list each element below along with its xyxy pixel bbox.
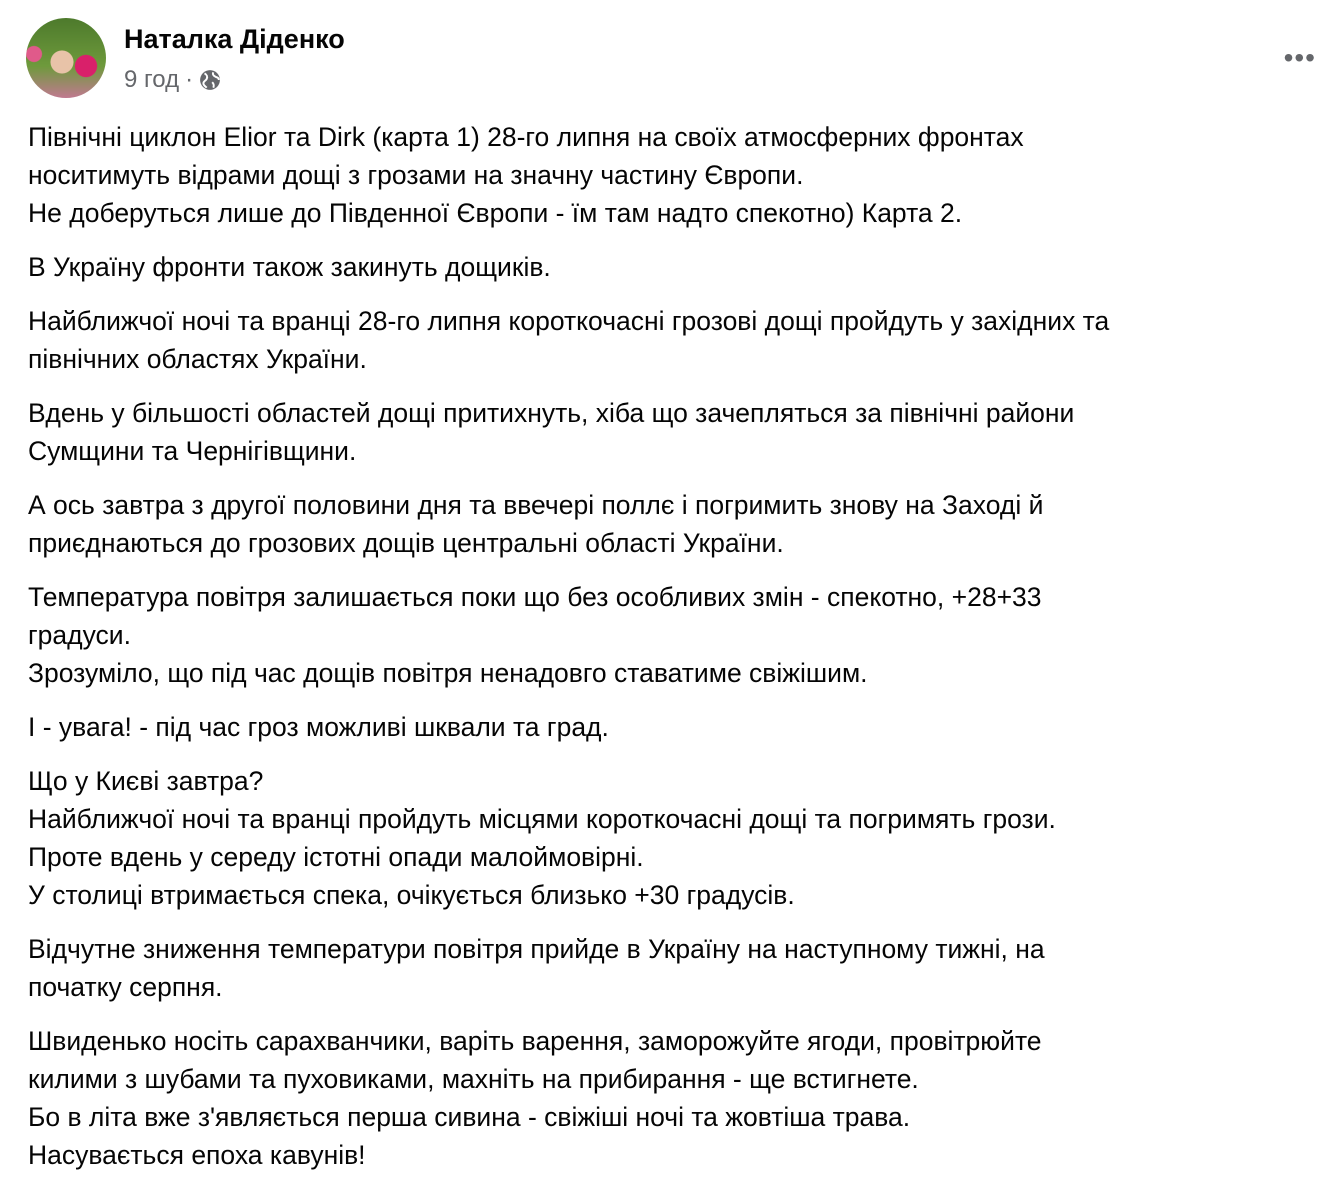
post-header <box>26 18 1316 102</box>
meta-separator: · <box>185 66 194 93</box>
text-line: Найближчої ночі та вранці 28-го липня короткочасні грозові дощі пройдуть у західних та <box>28 306 1110 336</box>
globe-icon <box>199 69 221 91</box>
text-line: Проте вдень у середу істотні опади малоймовірні. <box>28 842 644 872</box>
text-line: приєднаються до грозових дощів центральні області України. <box>28 528 784 558</box>
text-line: північних областях України. <box>28 344 367 374</box>
post-paragraph <box>28 1022 1328 1174</box>
text-line: килими з шубами та пуховиками, махніть на прибирання - ще встигнете. <box>28 1064 919 1094</box>
post-time[interactable]: 9 год <box>124 66 180 93</box>
text-line: В Україну фронти також закинуть дощиків. <box>28 252 551 282</box>
post-paragraph <box>28 762 1328 914</box>
post-paragraph <box>28 302 1328 378</box>
text-line: Зрозуміло, що під час дощів повітря ненадовго ставатиме свіжішим. <box>28 658 868 688</box>
text-line: градуси. <box>28 620 131 650</box>
text-line: Не доберуться лише до Південної Європи - їм там надто спекотно) Карта 2. <box>28 198 963 228</box>
post-paragraph <box>28 248 1328 286</box>
post-paragraph <box>28 486 1328 562</box>
text-line: Бо в літа вже з'являється перша сивина - свіжіші ночі та жовтіша трава. <box>28 1102 911 1132</box>
post-meta <box>124 66 221 94</box>
text-line: носитимуть відрами дощі з грозами на значну частину Європи. <box>28 160 804 190</box>
text-line: Північні циклон Elior та Dirk (карта 1) 28-го липня на своїх атмосферних фронтах <box>28 122 1024 152</box>
text-line: початку серпня. <box>28 972 223 1002</box>
text-line: Швиденько носіть сарахванчики, варіть варення, заморожуйте ягоди, провітрюйте <box>28 1026 1042 1056</box>
text-line: А ось завтра з другої половини дня та ввечері поллє і погримить знову на Заході й <box>28 490 1044 520</box>
post-paragraph <box>28 394 1328 470</box>
more-options-button[interactable]: ••• <box>1283 42 1316 73</box>
text-line: Що у Києві завтра? <box>28 766 264 796</box>
post-paragraph <box>28 578 1328 692</box>
text-line: І - увага! - під час гроз можливі шквали та град. <box>28 712 609 742</box>
author-name[interactable]: Наталка Діденко <box>124 24 345 54</box>
post-paragraph <box>28 708 1328 746</box>
post-paragraph <box>28 118 1328 232</box>
text-line: Температура повітря залишається поки що без особливих змін - спекотно, +28+33 <box>28 582 1042 612</box>
author-avatar[interactable] <box>26 18 106 98</box>
text-line: Вдень у більшості областей дощі притихнуть, хіба що зачепляться за північні райони <box>28 398 1075 428</box>
text-line: Насувається епоха кавунів! <box>28 1140 366 1170</box>
text-line: У столиці втримається спека, очікується близько +30 градусів. <box>28 880 795 910</box>
post-paragraph <box>28 930 1328 1006</box>
post-text <box>28 118 1328 1190</box>
text-line: Найближчої ночі та вранці пройдуть місцями короткочасні дощі та погримять грози. <box>28 804 1056 834</box>
text-line: Відчутне зниження температури повітря прийде в Україну на наступному тижні, на <box>28 934 1045 964</box>
text-line: Сумщини та Чернігівщини. <box>28 436 357 466</box>
